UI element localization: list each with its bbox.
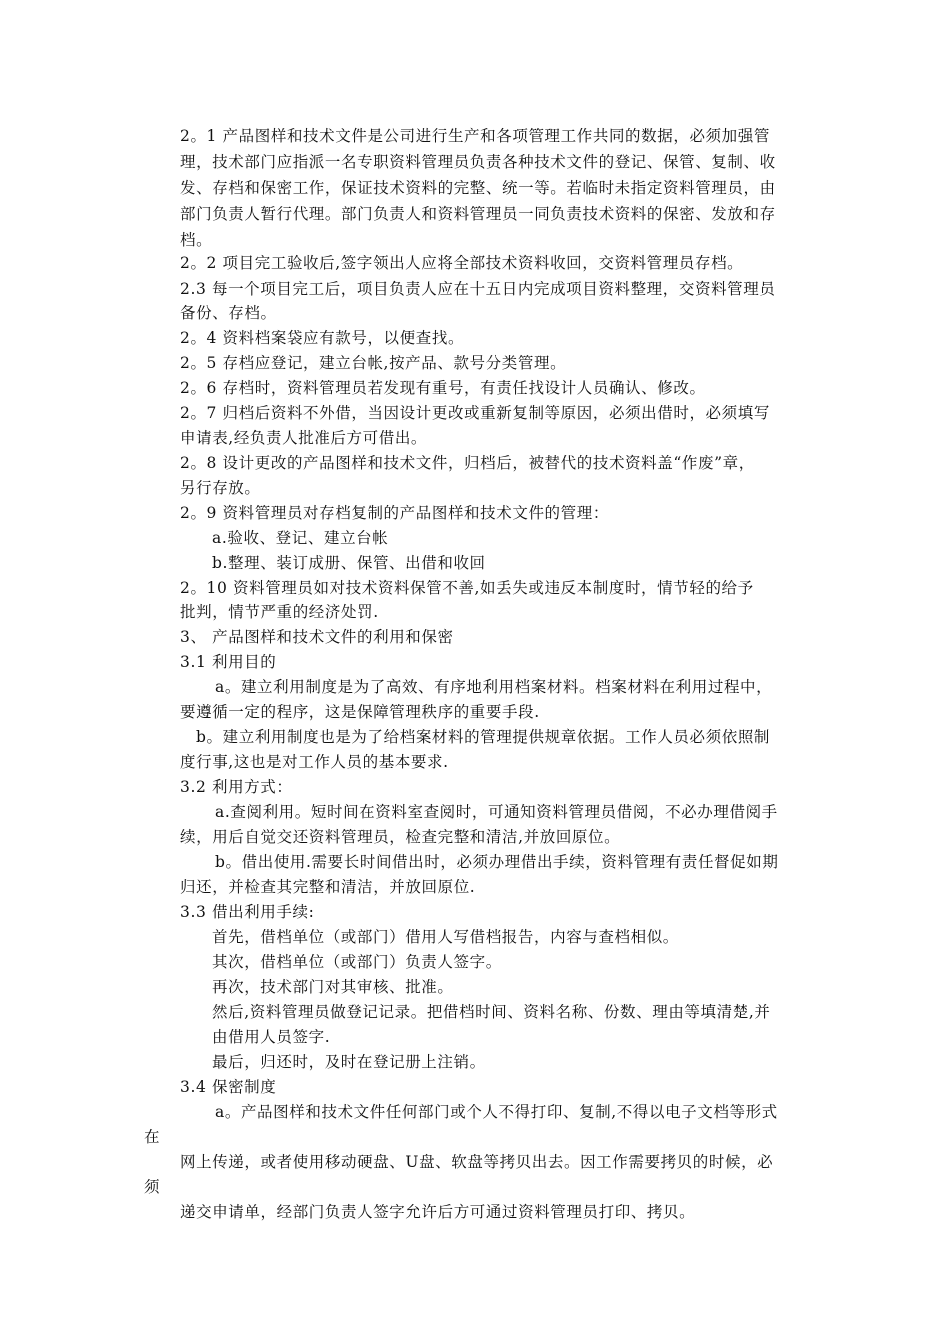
text-line: 2。7 归档后资料不外借，当因设计更改或重新复制等原因，必须出借时，必须填写 (180, 404, 770, 422)
text-line: b。借出使用.需要长时间借出时，必须办理借出手续，资料管理有责任督促如期 (215, 853, 779, 871)
text-line: 2。10 资料管理员如对技术资料保管不善,如丢失或违反本制度时，情节轻的给予 (180, 579, 754, 597)
text-line: b。建立利用制度也是为了给档案材料的管理提供规章依据。工作人员必须依照制 (196, 728, 771, 746)
text-line: 档。 (180, 231, 213, 249)
text-line: 须 (144, 1178, 161, 1196)
text-line: 度行事,这也是对工作人员的基本要求. (180, 753, 449, 771)
text-line: 最后，归还时，及时在登记册上注销。 (212, 1053, 486, 1071)
subsection-heading: 3.3 借出利用手续: (180, 903, 315, 921)
text-line: 发、存档和保密工作，保证技术资料的完整、统一等。若临时未指定资料管理员，由 (180, 179, 776, 197)
text-line: 归还，并检查其完整和清洁，并放回原位. (180, 878, 476, 896)
text-line: 备份、存档。 (180, 304, 277, 322)
text-line: a。建立利用制度是为了高效、有序地利用档案材料。档案材料在利用过程中， (215, 678, 773, 696)
text-line: 再次，技术部门对其审核、批准。 (212, 978, 454, 996)
text-line: 网上传递，或者使用移动硬盘、U盘、软盘等拷贝出去。因工作需要拷贝的时候，必 (180, 1153, 774, 1171)
text-line: 递交申请单，经部门负责人签字允许后方可通过资料管理员打印、拷贝。 (180, 1203, 696, 1221)
text-line: 首先，借档单位（或部门）借用人写借档报告，内容与查档相似。 (212, 928, 679, 946)
text-line: 2。4 资料档案袋应有款号，以便查找。 (180, 329, 465, 347)
text-line: 其次，借档单位（或部门）负责人签字。 (212, 953, 502, 971)
text-line: 2。8 设计更改的产品图样和技术文件，归档后，被替代的技术资料盖“作废”章， (180, 454, 755, 472)
text-line: 续，用后自觉交还资料管理员，检查完整和清洁,并放回原位。 (180, 828, 621, 846)
section-heading: 3、 产品图样和技术文件的利用和保密 (180, 628, 454, 646)
text-line: 另行存放。 (180, 479, 261, 497)
text-line: 在 (144, 1128, 161, 1146)
text-line: 然后,资料管理员做登记记录。把借档时间、资料名称、份数、理由等填清楚,并 (212, 1003, 771, 1021)
subsection-heading: 3.2 利用方式： (180, 778, 293, 796)
text-line: 部门负责人暂行代理。部门负责人和资料管理员一同负责技术资料的保密、发放和存 (180, 205, 776, 223)
list-item: b.整理、装订成册、保管、出借和收回 (212, 554, 486, 572)
text-line: 2。6 存档时，资料管理员若发现有重号，有责任找设计人员确认、修改。 (180, 379, 706, 397)
text-line: 批判，情节严重的经济处罚. (180, 603, 379, 621)
text-line: 理，技术部门应指派一名专职资料管理员负责各种技术文件的登记、保管、复制、收 (180, 153, 776, 171)
text-line: 由借用人员签字. (212, 1028, 331, 1046)
text-line: 2。5 存档应登记，建立台帐,按产品、款号分类管理。 (180, 354, 567, 372)
text-line: 2。9 资料管理员对存档复制的产品图样和技术文件的管理： (180, 504, 609, 522)
text-line: 要遵循一定的程序，这是保障管理秩序的重要手段. (180, 703, 540, 721)
text-line: 申请表,经负责人批准后方可借出。 (180, 429, 428, 447)
text-line: 2.3 每一个项目完工后，项目负责人应在十五日内完成项目资料整理，交资料管理员 (180, 280, 776, 298)
text-line: a。产品图样和技术文件任何部门或个人不得打印、复制,不得以电子文档等形式 (215, 1103, 778, 1121)
text-line: 2。2 项目完工验收后,签字领出人应将全部技术资料收回，交资料管理员存档。 (180, 254, 744, 272)
list-item: a.验收、登记、建立台帐 (212, 529, 389, 547)
subsection-heading: 3.1 利用目的 (180, 653, 277, 671)
subsection-heading: 3.4 保密制度 (180, 1078, 277, 1096)
text-line: a.查阅利用。短时间在资料室查阅时，可通知资料管理员借阅，不必办理借阅手 (215, 803, 778, 821)
text-line: 2。1 产品图样和技术文件是公司进行生产和各项管理工作共同的数据，必须加强管 (180, 127, 770, 145)
